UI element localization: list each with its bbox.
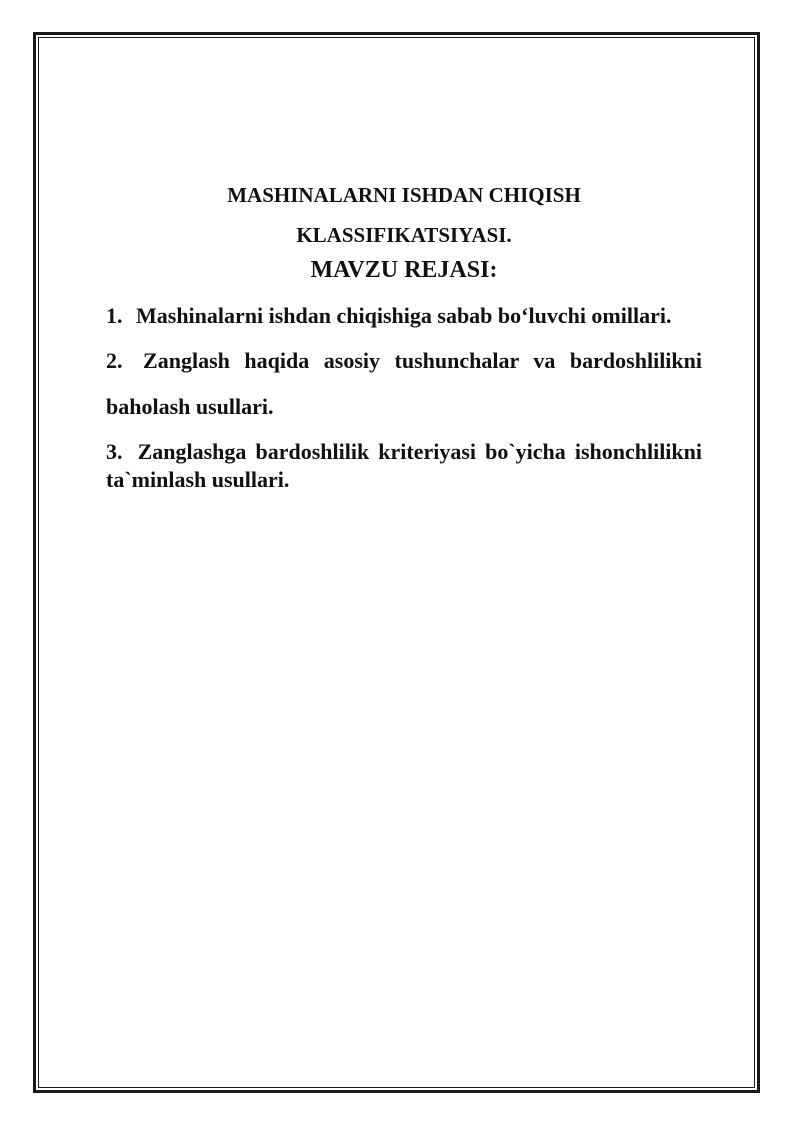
page-content	[106, 175, 702, 494]
plan-item-2	[106, 338, 702, 430]
plan-list	[106, 293, 702, 494]
plan-item-number: 3.	[106, 439, 123, 464]
plan-item-text: Mashinalarni ishdan chiqishiga sabab bo‘luvchi omillari.	[136, 303, 672, 328]
plan-heading: MAVZU REJASI:	[310, 257, 498, 283]
plan-item-text: Zanglash haqida asosiy tushunchalar va bardoshlilikni baholash usullari.	[106, 348, 703, 419]
plan-item-1	[106, 293, 702, 338]
title-line-2: KLASSIFIKATSIYASI.	[296, 223, 512, 247]
plan-item-number: 1.	[106, 303, 123, 328]
plan-item-3	[106, 438, 702, 494]
document-title	[106, 175, 702, 255]
plan-item-number: 2.	[106, 348, 123, 373]
plan-item-text: Zanglashga bardoshlilik kriteriyasi bo`yicha ishonchlilikni ta`minlash usullari.	[106, 439, 703, 492]
title-line-1: MASHINALARNI ISHDAN CHIQISH	[227, 183, 581, 207]
